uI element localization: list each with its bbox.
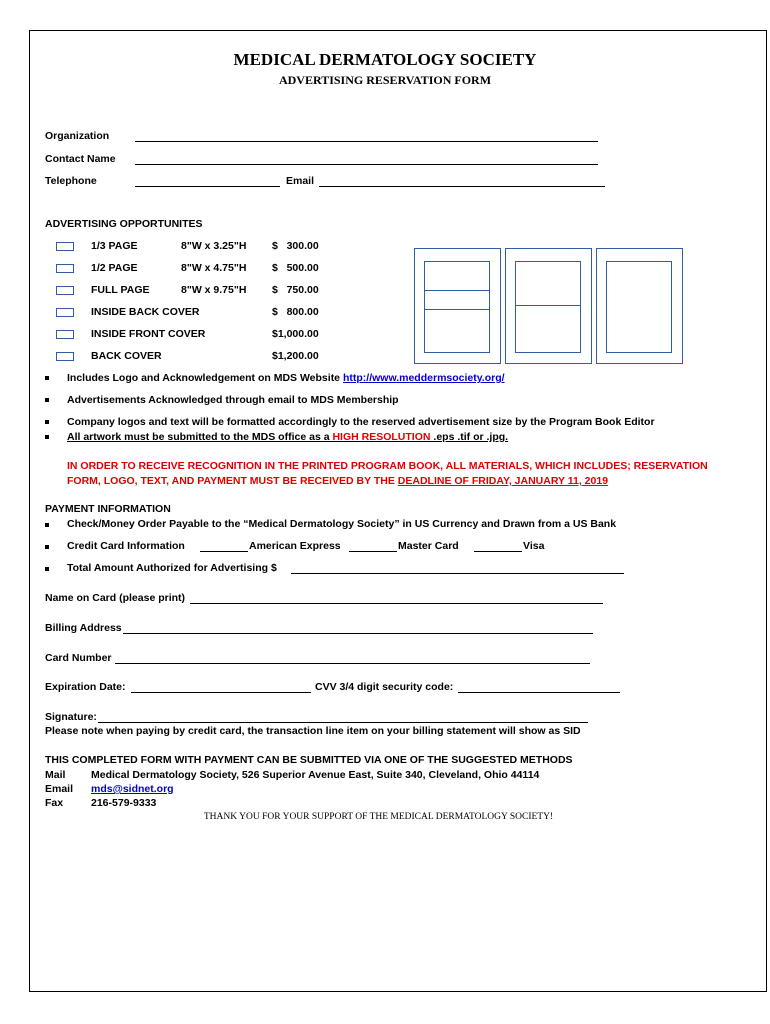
one-third-page-diagram (414, 248, 501, 364)
cvv-label: CVV 3/4 digit security code: (315, 681, 454, 693)
ad-option-price: $1,000.00 (272, 328, 319, 340)
amex-label: American Express (249, 540, 341, 552)
mail-label: Mail (45, 769, 66, 781)
ad-checkbox[interactable] (56, 264, 74, 273)
contact-name-field[interactable] (135, 154, 598, 165)
bullet-icon (45, 376, 49, 380)
total-amount-field[interactable] (291, 563, 624, 574)
divider (425, 309, 489, 310)
card-number-field[interactable] (115, 653, 590, 664)
submission-heading: THIS COMPLETED FORM WITH PAYMENT CAN BE SUBMITTED VIA ONE OF THE SUGGESTED METHODS (45, 754, 573, 766)
page-title: MEDICAL DERMATOLOGY SOCIETY (233, 50, 537, 69)
organization-field[interactable] (135, 131, 598, 142)
ad-checkbox[interactable] (56, 308, 74, 317)
ad-option-name: 1/3 PAGE (91, 240, 138, 252)
ad-option-price: $ 300.00 (272, 240, 319, 252)
ad-option-price: $1,200.00 (272, 350, 319, 362)
amex-field[interactable] (200, 541, 248, 552)
ad-option-size: 8"W x 3.25"H (181, 240, 247, 252)
website-note-text: Includes Logo and Acknowledgement on MDS Website (67, 372, 343, 384)
half-page-diagram (505, 248, 592, 364)
ad-checkbox[interactable] (56, 286, 74, 295)
email-method-label: Email (45, 783, 74, 795)
deadline-line-1: IN ORDER TO RECEIVE RECOGNITION IN THE PRINTED PROGRAM BOOK, ALL MATERIALS, WHICH INCLUDES; RESERVATION (67, 460, 708, 472)
total-amount-label: Total Amount Authorized for Advertising $ (67, 562, 277, 574)
page-outline (424, 261, 490, 353)
thank-you-text: THANK YOU FOR YOUR SUPPORT OF THE MEDICAL DERMATOLOGY SOCIETY! (203, 812, 554, 822)
signature-label: Signature: (45, 711, 97, 723)
deadline-line-2 (67, 475, 608, 487)
email-link[interactable]: mds@sidnet.org (91, 783, 174, 795)
divider (516, 305, 580, 306)
bullet-icon (45, 567, 49, 571)
organization-label: Organization (45, 130, 110, 142)
artwork-note-text: All artwork must be submitted to the MDS office as a (67, 431, 333, 443)
deadline-text: FORM, LOGO, TEXT, AND PAYMENT MUST BE RECEIVED BY THE (67, 475, 398, 487)
artwork-note (67, 431, 508, 443)
ad-option-price: $ 750.00 (272, 284, 319, 296)
divider (425, 290, 489, 291)
ad-option-name: INSIDE FRONT COVER (91, 328, 206, 340)
ad-checkbox[interactable] (56, 330, 74, 339)
email-label: Email (286, 175, 315, 187)
website-link[interactable]: http://www.meddermsociety.org/ (342, 372, 505, 384)
ad-option-name: FULL PAGE (91, 284, 150, 296)
bullet-icon (45, 420, 49, 424)
mastercard-field[interactable] (349, 541, 397, 552)
page-subtitle: ADVERTISING RESERVATION FORM (278, 73, 492, 87)
bullet-icon (45, 523, 49, 527)
mail-address: Medical Dermatology Society, 526 Superior Avenue East, Suite 340, Cleveland, Ohio 44114 (91, 769, 540, 781)
artwork-formats-text: .eps .tif or .jpg. (430, 431, 509, 443)
high-resolution-text: HIGH RESOLUTION (332, 431, 431, 443)
expiration-label: Expiration Date: (45, 681, 126, 693)
cvv-field[interactable] (458, 682, 620, 693)
name-on-card-label: Name on Card (please print) (45, 592, 186, 604)
website-note (67, 372, 505, 384)
ad-option-name: INSIDE BACK COVER (91, 306, 200, 318)
expiration-field[interactable] (131, 682, 311, 693)
full-page-diagram (596, 248, 683, 364)
deadline-date: DEADLINE OF FRIDAY, JANUARY 11, 2019 (397, 475, 609, 487)
ad-checkbox[interactable] (56, 352, 74, 361)
fax-number: 216-579-9333 (91, 797, 157, 809)
check-payment-note: Check/Money Order Payable to the “Medical Dermatology Society” in US Currency and Drawn from a US Bank (67, 518, 617, 530)
ad-checkbox[interactable] (56, 242, 74, 251)
email-field[interactable] (319, 176, 605, 187)
visa-label: Visa (523, 540, 545, 552)
signature-field[interactable] (98, 712, 588, 723)
ad-option-size: 8"W x 9.75"H (181, 284, 247, 296)
bullet-icon (45, 545, 49, 549)
credit-card-label: Credit Card Information (67, 540, 185, 552)
sid-note: Please note when paying by credit card, the transaction line item on your billing statement will show as SID (45, 725, 581, 737)
formatting-note: Company logos and text will be formatted accordingly to the reserved advertisement size by the Program Book Editor (67, 416, 655, 428)
page-outline (515, 261, 581, 353)
telephone-field[interactable] (135, 176, 280, 187)
telephone-label: Telephone (45, 175, 97, 187)
ad-option-name: BACK COVER (91, 350, 162, 362)
billing-address-field[interactable] (123, 623, 593, 634)
bullet-icon (45, 398, 49, 402)
ad-option-size: 8"W x 4.75"H (181, 262, 247, 274)
ad-option-name: 1/2 PAGE (91, 262, 138, 274)
name-on-card-field[interactable] (190, 593, 603, 604)
mastercard-label: Master Card (398, 540, 459, 552)
contact-name-label: Contact Name (45, 153, 116, 165)
email-acknowledgement-note: Advertisements Acknowledged through email to MDS Membership (67, 394, 399, 406)
ad-option-price: $ 800.00 (272, 306, 319, 318)
ad-option-price: $ 500.00 (272, 262, 319, 274)
page-outline (606, 261, 672, 353)
visa-field[interactable] (474, 541, 522, 552)
card-number-label: Card Number (45, 652, 112, 664)
fax-label: Fax (45, 797, 64, 809)
payment-heading: PAYMENT INFORMATION (45, 503, 171, 515)
billing-address-label: Billing Address (45, 622, 122, 634)
bullet-icon (45, 435, 49, 439)
advertising-heading: ADVERTISING OPPORTUNITES (45, 218, 203, 230)
